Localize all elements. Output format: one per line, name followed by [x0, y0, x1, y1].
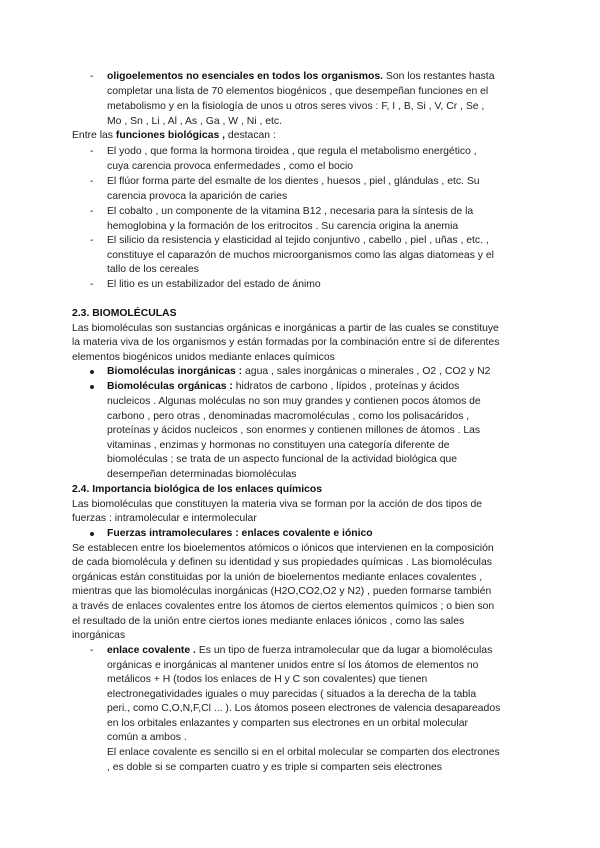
section-heading-2-3: 2.3. BIOMOLÉCULAS — [72, 308, 177, 319]
s24-body-line-4: mientras que las biomoléculas inorgánicas (H2O,CO2,O2 y N2) , pueden formarse también — [72, 586, 492, 597]
s23-paragraph-line-2: la materia viva de los organismos y están formadas por la combinación entre sí de diferentes — [72, 337, 500, 348]
s24-paragraph-line-2: fuerzas : intramolecular e intermolecular — [72, 513, 257, 524]
funcion-yodo-line-1: El yodo , que forma la hormona tiroidea , que regula el metabolismo energético , — [107, 146, 477, 157]
s24-body-line-2: de cada biomolécula y definen su identidad y sus propiedades químicas . Las biomoléculas — [72, 557, 492, 568]
section-heading-2-4: 2.4. Importancia biológica de los enlaces químicos — [72, 484, 323, 495]
bullet-marker — [90, 385, 94, 389]
s23-paragraph-line-1: Las biomoléculas son sustancias orgánicas e inorgánicas a partir de las cuales se constituye — [72, 323, 499, 334]
oligo-line-3: metabolismo y en la fisiología de unos u otros seres vivos : F, I , B, Si , V, Cr , Se , — [107, 101, 485, 112]
covalente-line-5: peri., como C,O,N,F,Cl ... ). Los átomos poseen electrones de valencia desapareados — [107, 703, 501, 714]
covalente-line-2: orgánicas e inorgánicas al mantener unidos entre sí los átomos de elementos no — [107, 660, 479, 671]
dash-marker: - — [90, 279, 94, 290]
s23-organicas-line-5: vitaminas , enzimas y hormonas no constituyen una categoría diferente de — [107, 440, 450, 451]
s24-body-line-3: orgánicas están constituidas por la unión de bioelementos mediante enlaces covalentes , — [72, 572, 483, 583]
oligo-line-4: Mo , Sn , Li , Al , As , Ga , W , Ni , etc. — [107, 116, 282, 127]
enlace-covalente-item: enlace covalente . Es un tipo de fuerza intramolecular que da lugar a biomoléculas — [107, 645, 493, 656]
oligo-line-2: completar una lista de 70 elementos biogénicos , que desempeñan funciones en el — [107, 86, 489, 97]
covalente-line-3: metálicos + H (todos los enlaces de H y C son covalentes) que tienen — [107, 674, 428, 685]
biomoleculas-organicas-item: Biomoléculas orgánicas : hidratos de carbono , lípidos , proteínas y ácidos — [107, 381, 460, 392]
funcion-cobalto-line-1: El cobalto , un componente de la vitamina B12 , necesaria para la síntesis de la — [107, 206, 474, 217]
covalente-line-6: en los orbitales enlazantes y comparten sus electrones en un orbital molecular — [107, 718, 468, 729]
dash-marker: - — [90, 206, 94, 217]
s24-body-line-6: el resultado de la unión entre ciertos iones mediante enlaces iónicos , como las sales — [72, 616, 465, 627]
s23-organicas-line-7: desempeñan determinadas biomoléculas — [107, 469, 297, 480]
oligo-line-1: oligoelementos no esenciales en todos los organismos. Son los restantes hasta — [107, 71, 495, 82]
dash-marker: - — [90, 146, 94, 157]
s23-organicas-line-6: biomoléculas ; se trata de un aspecto funcional de la actividad biológica que — [107, 454, 458, 465]
biomoleculas-inorganicas-item: Biomoléculas inorgánicas : agua , sales inorgánicas o minerales , O2 , CO2 y N2 — [107, 366, 491, 377]
bullet-marker — [90, 370, 94, 374]
funciones-intro: Entre las funciones biológicas , destacan : — [72, 130, 276, 141]
s24-body-line-5: a través de enlaces covalentes entre los átomos de ciertos elementos químicos ; o bien son — [72, 601, 495, 612]
dash-marker: - — [90, 71, 94, 82]
funcion-fluor-line-2: carencia provoca la aparición de caries — [107, 191, 288, 202]
s23-organicas-line-3: carbono , pero otras , denominadas macromoléculas , como los polisacáridos , — [107, 411, 470, 422]
funcion-silicio-line-1: El silicio da resistencia y elasticidad al tejido conjuntivo , cabello , piel , uñas , etc. , — [107, 235, 489, 246]
funcion-yodo-line-2: cuya carencia provoca enfermedades , como el bocio — [107, 161, 354, 172]
funcion-cobalto-line-2: hemoglobina y la formación de los eritrocitos . Su carencia origina la anemia — [107, 221, 459, 232]
s23-organicas-line-2: nucleicos . Algunas moléculas no son muy grandes y contienen pocos átomos de — [107, 396, 481, 407]
s24-body-line-7: inorgánicas — [72, 630, 126, 641]
funcion-silicio-line-2: constituye el caparazón de muchos microorganismos como las algas diatomeas y el — [107, 250, 494, 261]
covalente-line-9: , es doble si se comparten cuatro y es triple si comparten seis electrones — [107, 762, 442, 773]
dash-marker: - — [90, 176, 94, 187]
covalente-line-7: común a ambos . — [107, 732, 187, 743]
fuerzas-intramoleculares-item: Fuerzas intramoleculares : enlaces covalente e iónico — [107, 528, 373, 539]
funcion-fluor-line-1: El flúor forma parte del esmalte de los dientes , huesos , piel , glándulas , etc. Su — [107, 176, 480, 187]
dash-marker: - — [90, 645, 94, 656]
dash-marker: - — [90, 235, 94, 246]
s24-paragraph-line-1: Las biomoléculas que constituyen la materia viva se forman por la acción de dos tipos de — [72, 499, 483, 510]
s23-paragraph-line-3: elementos biogénicos unidos mediante enlaces químicos — [72, 352, 335, 363]
funcion-litio-line-1: El litio es un estabilizador del estado de ánimo — [107, 279, 321, 290]
s23-organicas-line-4: proteínas y ácidos nucleicos , son enormes y contienen millones de átomos . Las — [107, 425, 481, 436]
covalente-line-4: electronegatividades iguales o muy parecidas ( situados a la derecha de la tabla — [107, 689, 477, 700]
s24-body-line-1: Se establecen entre los bioelementos atómicos o iónicos que intervienen en la composición — [72, 543, 494, 554]
funcion-silicio-line-3: tallo de los cereales — [107, 264, 199, 275]
covalente-line-8: El enlace covalente es sencillo si en el orbital molecular se comparten dos electrones — [107, 747, 500, 758]
oligo-term: oligoelementos no esenciales en todos los organismos. — [107, 71, 383, 82]
bullet-marker — [90, 532, 94, 536]
funciones-term: funciones biológicas , — [115, 130, 226, 141]
